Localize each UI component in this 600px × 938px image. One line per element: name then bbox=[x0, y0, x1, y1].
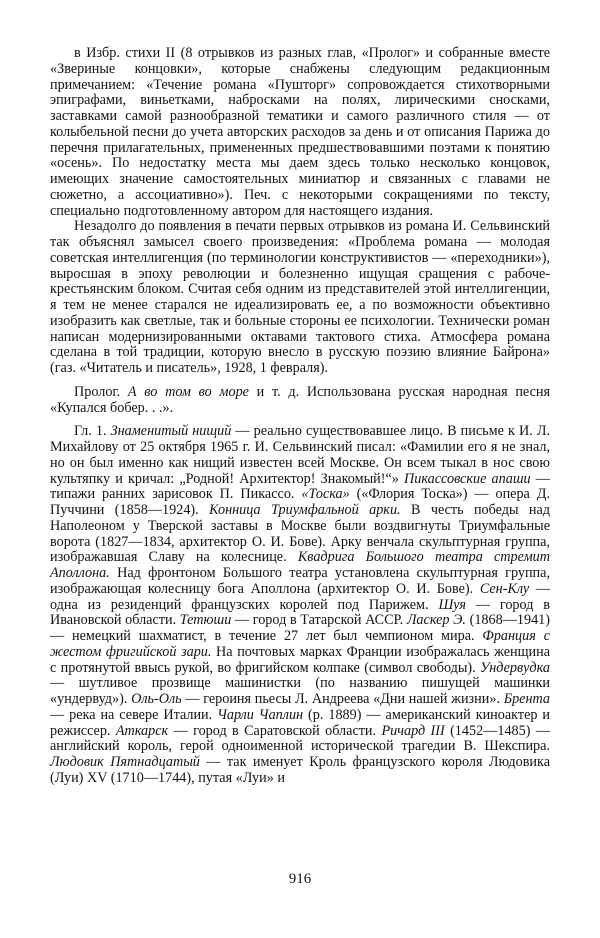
page-number: 916 bbox=[288, 871, 312, 887]
italic-term: Знаменитый нищий bbox=[110, 423, 232, 440]
text-run: — река на севере Италии. bbox=[50, 706, 218, 723]
text-run: Над фронтоном Большого театра установлена скульптурная группа, изображающая колесницу бога Аполлона (архитектор О. И. Бове). bbox=[50, 565, 550, 597]
italic-term: Конница Триумфальной арки. bbox=[209, 502, 401, 518]
italic-term: Квадрига Большого театра стремит Аполлона. bbox=[50, 549, 550, 581]
text-run: — шутливое прозвище машинистки (по названию пишущей машинки «ундервуд»). bbox=[50, 675, 550, 707]
italic-term: Оль-Оль bbox=[131, 691, 182, 707]
text-run: — реально существовавшее лицо. В письме к И. Л. Михайлову от 25 октября 1965 г. И. Сельвинский писал: «Фамилии его я не знал, но он был именно как нищий известен всей Москве. Он всем тыкал в нос свою культяпку и кричал: „Родной! Архитектор! Знакомый!“» bbox=[50, 423, 551, 487]
italic-term: Сен-Клу bbox=[479, 580, 530, 597]
text-run: Пролог. bbox=[74, 383, 128, 400]
text-run: и т. д. Использована русская народная песня «Купался бобер. . .». bbox=[50, 383, 550, 416]
text-run: На почтовых марках Франции изображалась женщина с протянутой ввысь рукой, во фригийском колпаке (символ свободы). bbox=[50, 643, 550, 676]
text-run: В честь победы над Наполеоном у Тверской заставы в Москве были воздвигнуты Триумфальные ворота (1827—1834, архитектор О. И. Бове). Арку венчала скульптурная группа, изображавшая Славу на колеснице. bbox=[50, 502, 551, 566]
italic-term: Аткарск bbox=[115, 722, 169, 739]
italic-term: А во том во море bbox=[127, 383, 249, 400]
paragraph-2 bbox=[50, 219, 550, 377]
text-run: Незадолго до появления в печати первых отрывков из романа И. Сельвинский так объяснял замысел своего произведения: «Проблема романа — молодая советская интеллигенция (по терминологии конструктивистов — «переходники»), выросшая в эпоху революции и болезненно ищущая сращения с рабоче-крестьянским блоком. Считая себя одним из представителей этой интеллигенции, я тем не менее старался не идеализировать ее, а по возможности объективно изобразить как светлые, так и больные стороны ее психологии. Технически роман написан модернизированными октавами тактового стиха. Атмосфера романа сделана в той традиции, которую внесло в русскую поэзию влияние Байрона» (газ. «Читатель и писатель», 1928, 1 февраля). bbox=[50, 218, 550, 376]
text-run: — героиня пьесы Л. Андреева «Дни нашей жизни». bbox=[181, 691, 504, 707]
text-run: (р. 1889) — американский киноактер и режиссер. bbox=[50, 706, 551, 739]
italic-term: Ласкер Э. bbox=[406, 612, 466, 629]
italic-term: Чарли Чаплин bbox=[217, 706, 304, 723]
paragraph-3 bbox=[50, 385, 550, 417]
text-run: — так именует Кроль французского короля Людовика (Луи) XV (1710—1744), путая «Луи» и bbox=[50, 754, 550, 786]
text-run: в Избр. стихи II (8 отрывков из разных глав, «Пролог» и собранные вместе «Звериные концовки», которые снабжены следующим редакционным примечанием: «Течение романа «Пушторг» сопровождается стихотворными эпиграфами, виньетками, набросками на полях, лирическими сносками, заставками самой разнообразной тематики и самого различного стиля — от колыбельной песни до учета авторских расходов за день и от описания Парижа до перечня прилагательных, примененных предшествовавшими поэтами к понятию «осень». По недостатку места мы даем здесь только несколько концовок, имеющих значение самостоятельных миниатюр и связанных с главами не сюжетно, а ассоциативно»). Печ. с некоторыми сокращениями по тексту, специально подготовленному автором для настоящего издания. bbox=[50, 45, 550, 219]
text-run: Гл. 1. bbox=[74, 423, 111, 440]
text-run: — город в Татарской АССР. bbox=[231, 612, 407, 629]
italic-term: Тетюши bbox=[179, 612, 232, 629]
text-run: — типажи ранних зарисовок П. Пикассо. bbox=[50, 470, 550, 503]
italic-term: Брента bbox=[503, 691, 551, 707]
italic-term: Ричард III bbox=[381, 722, 445, 739]
italic-term: «Тоска» bbox=[301, 486, 350, 503]
text-run: (1868—1941) — немецкий шахматист, в течение 27 лет был чемпионом мира. bbox=[50, 612, 551, 644]
paragraph-4 bbox=[50, 424, 550, 786]
paragraph-1 bbox=[50, 46, 550, 219]
italic-term: Франция с жестом фригийской зари. bbox=[50, 628, 550, 660]
italic-term: Людовик Пятнадцатый bbox=[50, 754, 200, 770]
text-run: — одна из резиденций французских королей под Парижем. bbox=[50, 580, 550, 613]
text-run: — город в Саратовской области. bbox=[168, 722, 382, 739]
text-run: (1452—1485) — английский король, герой одноименной исторической трагедии В. Шекспира. bbox=[50, 722, 551, 755]
text-run: («Флория Тоска») — опера Д. Пуччини (1858—1924). bbox=[50, 486, 550, 518]
text-run: — город в Ивановской области. bbox=[50, 596, 550, 629]
italic-term: Пикассовские апаши bbox=[404, 470, 531, 487]
body-text bbox=[50, 46, 550, 787]
italic-term: Ундервудка bbox=[480, 659, 550, 676]
italic-term: Шуя bbox=[438, 596, 466, 613]
